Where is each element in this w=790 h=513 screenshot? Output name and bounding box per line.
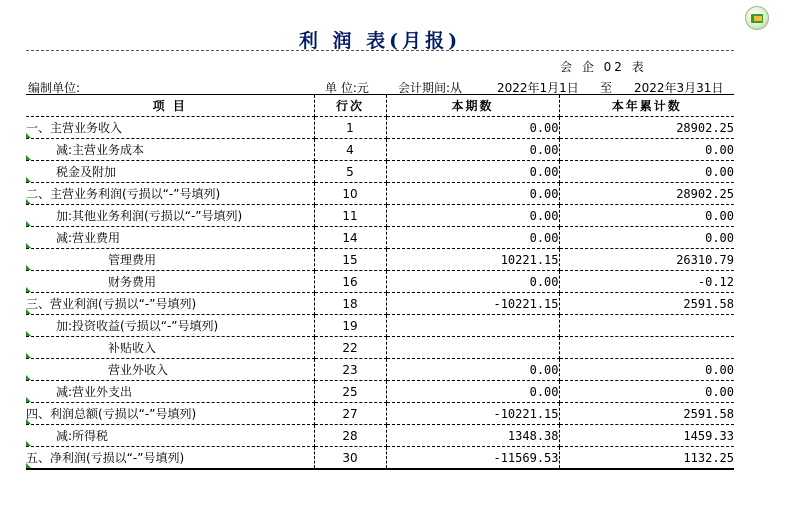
- row-item-label: 减:营业外支出: [56, 385, 133, 399]
- row-ytd-amount[interactable]: 0.00: [559, 139, 734, 161]
- row-current-amount[interactable]: -10221.15: [386, 403, 559, 425]
- row-item-label: 二、主营业务利润(亏损以“-”号填列): [26, 187, 221, 201]
- row-current-amount[interactable]: -11569.53: [386, 447, 559, 470]
- column-header-item: 项 目: [26, 95, 314, 117]
- comment-marker-icon: [26, 287, 31, 292]
- row-line-number[interactable]: 5: [314, 161, 386, 183]
- row-current-amount[interactable]: 0.00: [386, 205, 559, 227]
- comment-marker-icon: [26, 375, 31, 380]
- comment-marker-icon: [26, 265, 31, 270]
- row-item-cell[interactable]: [26, 271, 314, 293]
- icon-shape-inner: [754, 16, 762, 21]
- table-row: [26, 315, 734, 337]
- table-row: [26, 271, 734, 293]
- table-row: [26, 183, 734, 205]
- report-title: 利 润 表(月报): [298, 30, 462, 52]
- row-line-number[interactable]: 1: [314, 117, 386, 139]
- row-line-number[interactable]: 19: [314, 315, 386, 337]
- row-current-amount[interactable]: 0.00: [386, 359, 559, 381]
- row-ytd-amount[interactable]: 0.00: [559, 381, 734, 403]
- row-line-number[interactable]: 15: [314, 249, 386, 271]
- row-current-amount[interactable]: -10221.15: [386, 293, 559, 315]
- table-row: [26, 425, 734, 447]
- income-statement-table: [26, 95, 734, 470]
- row-item-cell[interactable]: [26, 293, 314, 315]
- row-current-amount[interactable]: 0.00: [386, 139, 559, 161]
- row-ytd-amount[interactable]: 26310.79: [559, 249, 734, 271]
- row-item-label: 三、营业利润(亏损以“-”号填列): [26, 297, 197, 311]
- row-line-number[interactable]: 16: [314, 271, 386, 293]
- row-item-label: 营业外收入: [108, 363, 169, 377]
- unit-label: 单 位:元: [325, 81, 369, 95]
- table-row: [26, 117, 734, 139]
- row-line-number[interactable]: 22: [314, 337, 386, 359]
- row-ytd-amount[interactable]: 1132.25: [559, 447, 734, 470]
- row-line-number[interactable]: 25: [314, 381, 386, 403]
- column-header-line: 行次: [314, 95, 386, 117]
- comment-marker-icon: [26, 133, 31, 138]
- column-header-current: 本期数: [386, 95, 559, 117]
- period-to: 至: [600, 81, 613, 95]
- table-row: [26, 403, 734, 425]
- comment-marker-icon: [26, 353, 31, 358]
- comment-marker-icon: [26, 243, 31, 248]
- row-item-label: 减:所得税: [56, 429, 109, 443]
- row-line-number[interactable]: 11: [314, 205, 386, 227]
- comment-marker-icon: [26, 463, 31, 468]
- row-item-label: 加:其他业务利润(亏损以“-”号填列): [56, 209, 243, 223]
- row-ytd-amount[interactable]: 0.00: [559, 359, 734, 381]
- row-item-cell[interactable]: [26, 205, 314, 227]
- title-underline: [26, 50, 734, 51]
- row-item-cell[interactable]: [26, 161, 314, 183]
- table-header-row: [26, 95, 734, 117]
- row-item-label: 管理费用: [108, 253, 157, 267]
- row-line-number[interactable]: 18: [314, 293, 386, 315]
- table-row: [26, 227, 734, 249]
- row-item-cell[interactable]: [26, 381, 314, 403]
- row-item-cell[interactable]: [26, 425, 314, 447]
- table-row: [26, 337, 734, 359]
- row-item-label: 财务费用: [108, 275, 157, 289]
- row-item-label: 补贴收入: [108, 341, 157, 355]
- table-row: [26, 293, 734, 315]
- row-item-cell[interactable]: [26, 117, 314, 139]
- row-ytd-amount[interactable]: 0.00: [559, 227, 734, 249]
- row-item-label: 减:主营业务成本: [56, 143, 145, 157]
- row-line-number[interactable]: 28: [314, 425, 386, 447]
- row-line-number[interactable]: 4: [314, 139, 386, 161]
- comment-marker-icon: [26, 331, 31, 336]
- row-current-amount[interactable]: 0.00: [386, 271, 559, 293]
- row-current-amount[interactable]: 10221.15: [386, 249, 559, 271]
- row-current-amount[interactable]: 0.00: [386, 161, 559, 183]
- row-ytd-amount[interactable]: 28902.25: [559, 183, 734, 205]
- comment-marker-icon: [26, 199, 31, 204]
- table-row: [26, 381, 734, 403]
- row-current-amount[interactable]: 0.00: [386, 117, 559, 139]
- company-label: 编制单位:: [28, 81, 81, 95]
- row-item-cell[interactable]: [26, 359, 314, 381]
- row-item-cell[interactable]: [26, 447, 314, 470]
- row-ytd-amount[interactable]: 1459.33: [559, 425, 734, 447]
- row-ytd-amount[interactable]: 2591.58: [559, 293, 734, 315]
- row-item-label: 税金及附加: [56, 165, 117, 179]
- table-row: [26, 139, 734, 161]
- table-row: [26, 249, 734, 271]
- row-line-number[interactable]: 14: [314, 227, 386, 249]
- comment-marker-icon: [26, 221, 31, 226]
- row-item-cell[interactable]: [26, 315, 314, 337]
- row-item-label: 五、净利润(亏损以“-”号填列): [26, 451, 185, 465]
- row-ytd-amount[interactable]: 0.00: [559, 205, 734, 227]
- row-item-label: 加:投资收益(亏损以“-”号填列): [56, 319, 219, 333]
- row-line-number[interactable]: 10: [314, 183, 386, 205]
- comment-marker-icon: [26, 309, 31, 314]
- row-line-number[interactable]: 23: [314, 359, 386, 381]
- row-current-amount[interactable]: [386, 315, 559, 337]
- comment-marker-icon: [26, 419, 31, 424]
- comment-marker-icon: [26, 155, 31, 160]
- row-current-amount[interactable]: 1348.38: [386, 425, 559, 447]
- row-ytd-amount[interactable]: 0.00: [559, 161, 734, 183]
- row-item-label: 减:营业费用: [56, 231, 121, 245]
- form-code: 会 企 02 表: [560, 60, 647, 74]
- row-item-cell[interactable]: [26, 403, 314, 425]
- row-item-label: 一、主营业务收入: [26, 121, 123, 135]
- row-item-label: 四、利润总额(亏损以“-”号填列): [26, 407, 197, 421]
- column-header-ytd: 本年累计数: [559, 95, 734, 117]
- table-row: [26, 447, 734, 470]
- row-item-cell[interactable]: [26, 227, 314, 249]
- period-start: 2022年1月1日: [497, 81, 579, 95]
- table-row: [26, 161, 734, 183]
- row-ytd-amount[interactable]: 28902.25: [559, 117, 734, 139]
- row-line-number[interactable]: 27: [314, 403, 386, 425]
- row-current-amount[interactable]: 0.00: [386, 183, 559, 205]
- comment-marker-icon: [26, 177, 31, 182]
- period-end: 2022年3月31日: [634, 81, 724, 95]
- comment-marker-icon: [26, 397, 31, 402]
- row-item-cell[interactable]: [26, 183, 314, 205]
- row-ytd-amount[interactable]: [559, 315, 734, 337]
- table-row: [26, 359, 734, 381]
- row-ytd-amount[interactable]: 2591.58: [559, 403, 734, 425]
- row-item-cell[interactable]: [26, 139, 314, 161]
- row-current-amount[interactable]: 0.00: [386, 227, 559, 249]
- table-row: [26, 205, 734, 227]
- row-ytd-amount[interactable]: -0.12: [559, 271, 734, 293]
- row-current-amount[interactable]: [386, 337, 559, 359]
- row-item-cell[interactable]: [26, 249, 314, 271]
- row-line-number[interactable]: 30: [314, 447, 386, 470]
- row-ytd-amount[interactable]: [559, 337, 734, 359]
- row-current-amount[interactable]: 0.00: [386, 381, 559, 403]
- row-item-cell[interactable]: [26, 337, 314, 359]
- period-label: 会计期间:从: [398, 81, 463, 95]
- comment-marker-icon: [26, 441, 31, 446]
